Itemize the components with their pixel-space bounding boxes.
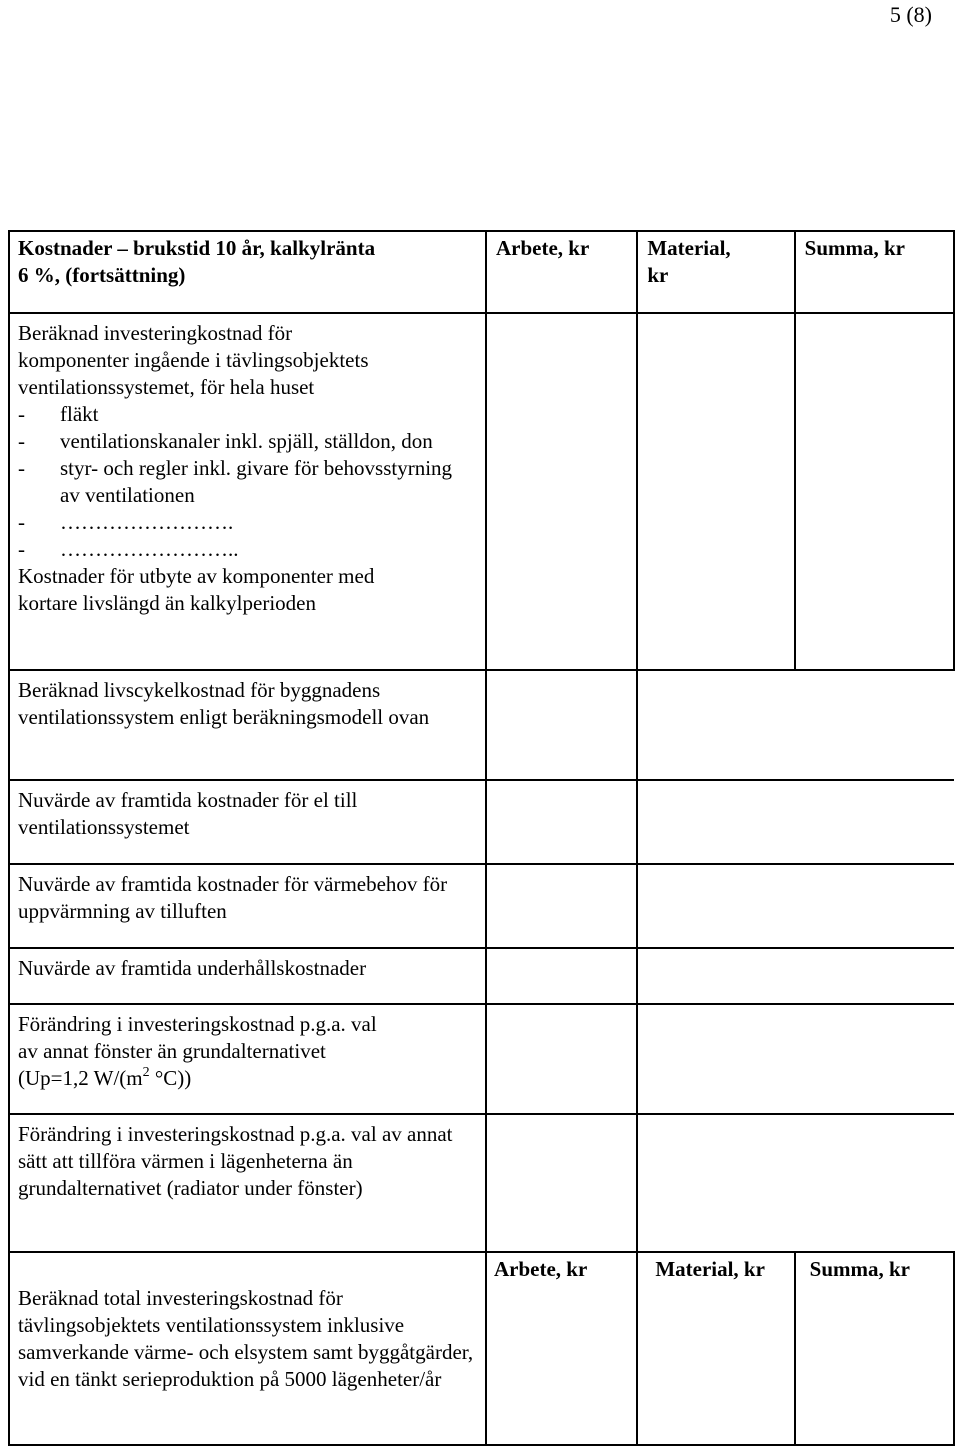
header-summa-cell — [795, 231, 954, 313]
total-arbete-cell[interactable] — [486, 1252, 637, 1445]
heat-desc-cell — [9, 864, 486, 948]
window-line1: Förändring i investeringskostnad p.g.a. val — [18, 1012, 377, 1036]
el-row — [9, 780, 954, 864]
window-line2: av annat fönster än grundalternativet — [18, 1039, 326, 1063]
header-title-line2: 6 %, (fortsättning) — [18, 263, 186, 287]
investment-footer-1: Kostnader för utbyte av komponenter med — [18, 564, 375, 588]
heat-empty — [637, 864, 954, 948]
lcc-text: Beräknad livscykelkostnad för byggnadens ventilationssystem enligt beräkningsmodell ovan — [18, 678, 430, 729]
window-row — [9, 1004, 954, 1114]
list-item: - ……………………. — [18, 510, 234, 534]
investment-material-cell[interactable] — [637, 313, 794, 670]
el-value-cell[interactable] — [486, 780, 637, 864]
heating-text: Förändring i investeringskostnad p.g.a. val av annat sätt att tillföra värmen i lägenheterna än grundalternativet (radiator under fönster) — [18, 1122, 453, 1200]
el-empty — [637, 780, 954, 864]
total-desc-cell — [9, 1252, 486, 1445]
header-title-line1: Kostnader – brukstid 10 år, kalkylränta — [18, 236, 376, 260]
heat-text: Nuvärde av framtida kostnader för värmebehov för uppvärmning av tilluften — [18, 872, 448, 923]
investment-intro-2: komponenter ingående i tävlingsobjektets — [18, 348, 369, 372]
window-empty — [637, 1004, 954, 1114]
heating-row — [9, 1114, 954, 1252]
maintenance-row — [9, 948, 954, 1004]
list-item: - styr- och regler inkl. givare för behovsstyrning av ventilationen — [18, 456, 453, 507]
heating-empty — [637, 1114, 954, 1252]
heating-desc-cell — [9, 1114, 486, 1252]
investment-arbete-cell[interactable] — [486, 313, 637, 670]
lcc-row — [9, 670, 954, 780]
maintenance-value-cell[interactable] — [486, 948, 637, 1004]
component-list — [18, 401, 477, 563]
heat-row — [9, 864, 954, 948]
header-material-line2: kr — [647, 263, 669, 287]
investment-summa-cell[interactable] — [795, 313, 954, 670]
maintenance-desc-cell — [9, 948, 486, 1004]
lcc-empty — [637, 670, 954, 780]
header-summa: Summa, kr — [804, 236, 905, 260]
investment-intro-3: ventilationssystemet, för hela huset — [18, 375, 315, 399]
window-value-cell[interactable] — [486, 1004, 637, 1114]
header-row — [9, 231, 954, 313]
investment-footer-2: kortare livslängd än kalkylperioden — [18, 591, 316, 615]
header-arbete-cell — [486, 231, 637, 313]
header-title-cell — [9, 231, 486, 313]
window-desc-cell — [9, 1004, 486, 1114]
total-material-header: Material, kr — [655, 1257, 765, 1281]
total-arbete-header: Arbete, kr — [494, 1257, 588, 1281]
total-row — [9, 1252, 954, 1445]
page-number: 5 (8) — [889, 2, 932, 27]
header-material-line1: Material, — [647, 236, 731, 260]
list-item: - …………………….. — [18, 537, 239, 561]
header-material-cell — [637, 231, 794, 313]
cost-table — [8, 230, 955, 1446]
el-desc-cell — [9, 780, 486, 864]
lcc-value-cell[interactable] — [486, 670, 637, 780]
el-text: Nuvärde av framtida kostnader för el till ventilationssystemet — [18, 788, 358, 839]
investment-desc-cell — [9, 313, 486, 670]
investment-intro-1: Beräknad investeringkostnad för — [18, 321, 293, 345]
header-arbete: Arbete, kr — [496, 236, 590, 260]
heat-value-cell[interactable] — [486, 864, 637, 948]
investment-row — [9, 313, 954, 670]
total-material-cell[interactable] — [637, 1252, 794, 1445]
list-item: - ventilationskanaler inkl. spjäll, ställdon, don — [18, 429, 433, 453]
total-summa-header: Summa, kr — [809, 1257, 910, 1281]
total-summa-cell[interactable] — [795, 1252, 954, 1445]
total-text: Beräknad total investeringskostnad för tävlingsobjektets ventilationssystem inklusive samverkande värme- och elsystem samt byggåtgärder, vid en tänkt serieproduktion på 5000 lägenheter/år — [18, 1286, 474, 1391]
window-line3: (Up=1,2 $W/(m^2$ °C)) — [18, 1065, 192, 1090]
maintenance-empty — [637, 948, 954, 1004]
heating-value-cell[interactable] — [486, 1114, 637, 1252]
list-item: - fläkt — [18, 402, 99, 426]
maintenance-text: Nuvärde av framtida underhållskostnader — [18, 956, 367, 980]
lcc-desc-cell — [9, 670, 486, 780]
